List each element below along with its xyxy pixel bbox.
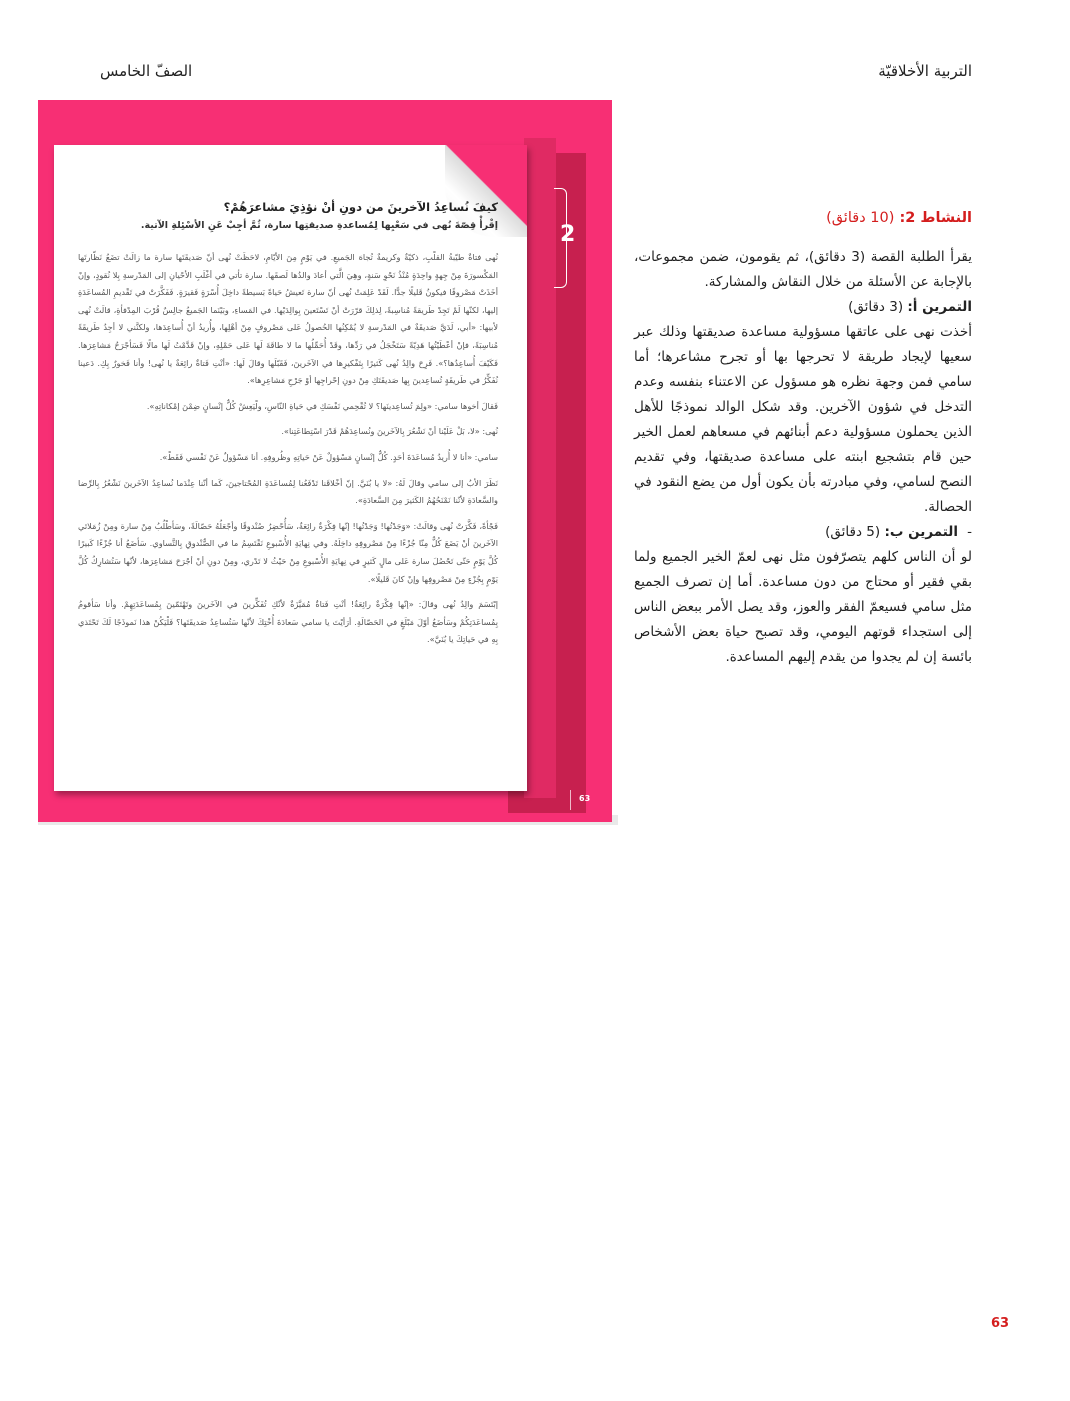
exercise-b-label: التمرين ب:: [884, 524, 958, 540]
student-book-page-image: [38, 100, 612, 822]
subject-header: التربية الأخلاقيّة: [878, 62, 972, 80]
exercise-b-title: [634, 520, 972, 545]
story-paragraph: نَظَرَ الأبُ إلى سامي وقالَ لَهُ: «لا يا بُنَيَّ. إنّ أخْلاقَنا تَدْفَعُنا لِمُساعَدَةِ المُحْتاجينَ، كَما أنّنا عِنْدَما نُساعِدُ الآخَرينَ نَشْعُرُ بِالرِّضا والسَّعادَةِ لأنّنا نَمْنَحُهُمُ الكَثيرَ مِنَ السَّعادَةِ».: [78, 477, 498, 506]
exercise-a-text: أخذت نهى على عاتقها مسؤولية مساعدة صديقتها وذلك عبر سعيها لإيجاد طريقة لا تحرجها بها أو تجرح مشاعرها؛ أما سامي فمن وجهة نظره هو مسؤول عن الاعتناء بنفسه وعدم التدخل في شؤون الآخرين. وقد شكل الوالد نموذجًا للأهل الذين يحملون مسؤولية دعم أبنائهم في مسعاهم لعمل الخير حين قام بتشجيع ابنته على مساعدة صديقتها، وفي تقديم النصح لسامي، وفي مبادرته بأن يكون أول من يضع النقود في الحصالة.: [634, 324, 972, 515]
story-paragraph: نُهى فتاةٌ طيّبةُ القلْبِ، ذكيّةٌ وكريمةٌ تُجاهَ الجَميعِ. في يَوْمٍ مِنَ الأيّامِ، لاحَظَتْ نُهى أنّ صَديقَتَها سارة ما زالَتْ تضَعُ نَظّارتَها المَكْسورَةَ مِنْ جِهةٍ واحِدَةٍ مُنْذُ نَحْوِ سَنةٍ، وهِيَ الَّتي أعادَ والدُها لَصقَها. سارة تأتي في أغْلَبِ الأحْيانِ إلى المَدْرسةِ بِلا نُقودٍ، وإنْ أخَذَتْ مَصْروفًا فيكونُ قَليلًا جدًّا. لَقَدْ عَلِمَتْ نُهى أنّ سارة تَعيشُ حَياةً بَسيطةً داخِلَ أُسْرَةٍ فَقيرَةٍ. فَفَكَّرَتْ في تَقْديمِ المُساعَدَةِ إليها، لكنّها لَمْ تَجِدْ طَريقةً مُناسِبةً، لِذلِكَ قرّرَتْ أنْ تَسْتَعينَ بِوالِدَيْها. في المَساءِ، وبَيْنَما الجَميعُ جالِسٌ قُرْبَ المِدْفأةِ، قالَتْ نُهى لأبيها: «أبي، لَدَيَّ صَديقَةٌ في المَدْرسةِ لا يُمْكِنُها الحُصولُ عَلى مَصْروفٍ مِنْ أهْلِها، وأُريدُ أنْ أُساعِدَها، ولكنَّني لا أجِدُ طَريقَةً مُناسِبَةً، فإنْ أعْطَيْتُها هَدِيّةً سَتَخْجَلُ في رَدِّها، وقَدْ أُحَمِّلُها ما لا طاقَةَ لَها عَلى حَمْلِهِ، وإنْ قَدَّمْتُ لَها مالًا فَسَأجْرَحُ مَشاعِرَها. فَكَيْفَ أُساعِدُها؟». فَرِحَ والِدُ نُهى كَثيرًا بِتَفْكيرِها في الآخَرينَ، فَقَبّلَها وقالَ لَها: «أنْتِ فَتاةٌ رائِعَةٌ يا نُهى! وأنا فَخورٌ بِكِ. دَعينا نُفَكِّرُ في طَريقَةٍ تُساعِدينَ بِها صَديقَتَكِ مِنْ دونِ إحْراجِها أوْ جَرْحِ مَشاعِرِها».: [78, 252, 498, 386]
story-paragraph: نُهى: «لا، بَلْ عَلَيْنا أنْ نَشْعُرَ بِالآخَرينَ ونُساعِدَهُمْ قَدْرَ اسْتِطاعَتِنا».: [281, 426, 498, 437]
teacher-guide-column: [634, 206, 972, 670]
book-page-number: 63: [579, 794, 591, 803]
exercise-b-text: لو أن الناس كلهم يتصرّفون مثل نهى لعمّ الخير الجميع ولما بقي فقير أو محتاج من دون مساعدة. أما إن تصرف الجميع مثل سامي فسيعمّ الفقر والعوز، وقد يصل الأمر ببعض الناس إلى استجداء قوتهم اليومي، وقد تصبح حياة بعض الأشخاص بائسة إن لم يجدوا من يقدم إليهم المساعدة.: [634, 549, 972, 665]
page-number: 63: [991, 1316, 1010, 1331]
story-paragraph: فَقالَ أخوها سامي: «ولِمَ تُساعِدينَها؟ لا تُقْحِمي نَفْسَكِ في حَياةِ النّاسِ، ولْيَعِشْ كُلُّ إنْسانٍ ضِمْنَ إمْكاناتِهِ».: [146, 400, 498, 411]
red-layer-inner: [524, 138, 556, 798]
activity-intro: يقرأ الطلبة القصة (3 دقائق)، ثم يقومون، ضمن مجموعات، بالإجابة عن الأسئلة من خلال النقاش والمشاركة.: [634, 249, 972, 290]
exercise-b-duration: (5 دقائق): [825, 524, 881, 540]
page-number-divider: [570, 790, 571, 810]
grade-header: الصفّ الخامس: [100, 62, 193, 80]
activity-label: النشاط 2:: [899, 210, 972, 226]
book-page-content: [78, 200, 498, 657]
story-instruction: إقْرأْ قِصّةَ نُهى في سَعْيِها لِمُساعدةِ صديقتِها سارة، ثُمَّ أجِبْ عَنِ الأسْئِلةِ الآتية.: [140, 220, 498, 231]
exercise-a-label: التمرين أ:: [907, 299, 972, 315]
story-paragraph: فَجْأةً، فَكَّرَتْ نُهى وقالَتْ: «وَجَدْتُها! وَجَدْتُها! إنّها فِكْرَةٌ رائِعَةٌ، سَأُحْضِرُ صُنْدوقًا وأجْعَلُهُ حَصّالَةً، وسَأطْلُبُ مِنْ سارة ومِنْ زُمَلائي الآخَرينَ أنْ يَضَعَ كُلٌّ مِنّا جُزْءًا مِنْ مَصْروفِهِ داخِلَهُ. وفي نِهايَةِ الأُسْبوعِ نَقْتَسِمُ ما في الصُّنْدوقِ بِالتَّساوي. سَأضَعُ أنا جُزْءًا كَبيرًا كُلَّ يَوْمٍ حَتّى تَحْصُلَ سارة عَلى مالٍ كَثيرٍ في نِهايَةِ الأُسْبوعِ مِنْ حَيْثُ لا تَدْري، ومِنْ دونِ أنْ أجْرَحَ مَشاعِرَها، لأنّها سَتُشارِكُ كُلَّ يَوْمٍ بِجُزْءٍ مِنْ مَصْروفِها وإنْ كانَ قَليلًا».: [78, 520, 498, 584]
story-paragraph: إبْتَسَمَ والِدُ نُهى وقالَ: «إنّها فِكْرَةٌ رائِعَةٌ! أنْتِ فَتاةٌ مُمَيَّزَةٌ لأنّكِ تُفَكِّرينَ في الآخَرينَ وتَهْتَمّينَ بِمُساعَدَتِهِمْ. وأنا سَأقومُ بِمُساعَدَتِكُمْ وسَأضَعُ أوّلَ مَبْلَغٍ في الحَصّالَةِ. أرَأيْتَ يا سامي سَعادَةَ أُخْتِكَ لأنّها سَتُساعِدُ صَديقَتَها؟ فَلْيَكُنْ هذا نَموذَجًا لَكَ تَحْتَذي بِهِ في حَياتِكَ يا بُنَيَّ».: [78, 599, 498, 645]
lesson-number: 2: [560, 222, 576, 247]
list-dash: -: [967, 524, 972, 540]
activity-duration: (10 دقائق): [826, 210, 895, 226]
activity-title: [634, 206, 972, 231]
story-paragraph: سامي: «أنا لا أُريدُ مُساعَدَةَ أحَدٍ. كُلُّ إنْسانٍ مَسْؤولٌ عَنْ حَياتِهِ وظُروفِهِ. أنا مَسْؤولٌ عَنْ نَفْسي فَقَطْ».: [159, 451, 498, 462]
exercise-a-duration: (3 دقائق): [848, 299, 904, 315]
story-title: كيفَ نُساعِدُ الآخرينَ من دونِ أنْ نؤذِيَ مشاعرَهُمْ؟: [223, 200, 498, 214]
exercise-a-title: [634, 295, 972, 320]
